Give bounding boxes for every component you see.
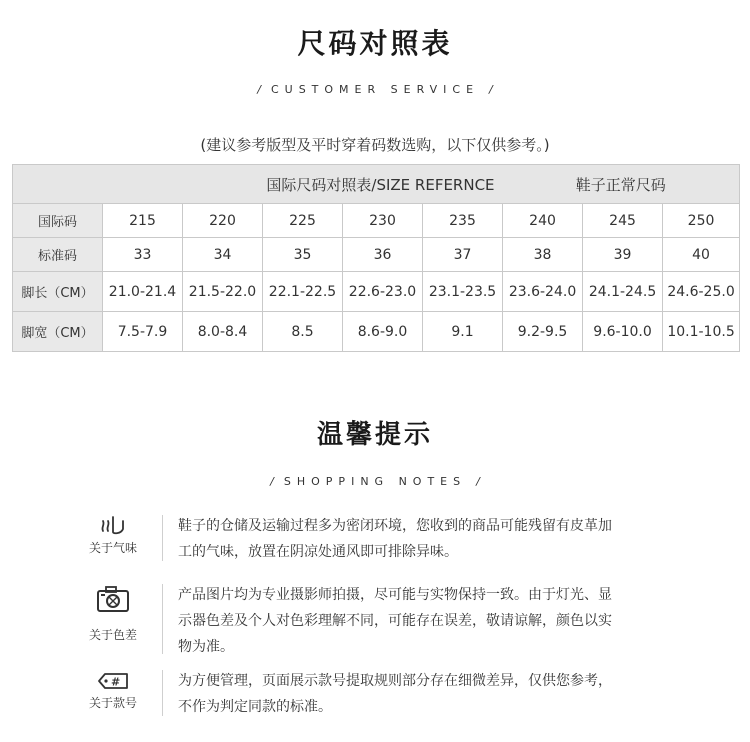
table-cell: 24.6-25.0 [663,272,740,312]
table-row [13,312,740,352]
table-cell: 40 [663,238,740,272]
camera-icon [82,584,144,618]
table-cell: 23.6-24.0 [503,272,583,312]
table-cell: 8.5 [263,312,343,352]
size-table-corner [13,165,103,204]
table-cell: 34 [183,238,263,272]
note-line: 产品图片均为专业摄影师拍摄，尽可能与实物保持一致。由于灯光、显 [178,587,612,603]
row-label: 脚长（CM） [13,272,103,312]
table-cell: 235 [423,204,503,238]
note-line: 示器色差及个人对色彩理解不同，可能存在误差，敬请谅解，颜色以实 [178,613,612,629]
row-label: 国际码 [13,204,103,238]
table-row [13,238,740,272]
note-color [82,582,682,655]
divider [162,670,163,716]
tag-hash: # [111,675,121,689]
size-chart-title: 尺码对照表 [297,27,453,60]
price-tag-icon [82,670,144,692]
note-label: 关于款号 [88,696,137,710]
table-cell: 9.1 [423,312,503,352]
table-cell: 37 [423,238,503,272]
note-text [178,668,682,720]
size-table-header-row [13,165,740,204]
size-table-intl-header: 国际尺码对照表/SIZE REFERNCE [103,165,503,204]
table-cell: 250 [663,204,740,238]
table-cell: 9.6-10.0 [583,312,663,352]
table-cell: 33 [103,238,183,272]
table-cell: 8.6-9.0 [343,312,423,352]
table-cell: 230 [343,204,423,238]
note-line: 不作为判定同款的标准。 [178,699,332,715]
table-cell: 240 [503,204,583,238]
note-line: 鞋子的仓储及运输过程多为密闭环境，您收到的商品可能残留有皮革加 [178,518,612,534]
table-row [13,204,740,238]
table-cell: 36 [343,238,423,272]
table-cell: 22.6-23.0 [343,272,423,312]
note-text [178,513,682,565]
note-line: 工的气味，放置在阴凉处通风即可排除异味。 [178,544,458,560]
note-label: 关于气味 [88,541,137,555]
table-cell: 39 [583,238,663,272]
notes-subtitle-text: SHOPPING NOTES [283,475,467,488]
table-cell: 24.1-24.5 [583,272,663,312]
notes-title: 温馨提示 [316,420,433,450]
table-cell: 21.5-22.0 [183,272,263,312]
row-label: 标准码 [13,238,103,272]
table-cell: 8.0-8.4 [183,312,263,352]
note-line: 为方便管理，页面展示款号提取规则部分存在细微差异，仅供您参考， [178,673,612,689]
size-chart-subtitle-text: CUSTOMER SERVICE [270,83,480,96]
note-text [178,582,682,660]
row-label: 脚宽（CM） [13,312,103,352]
note-line: 物为准。 [178,639,234,655]
size-table [12,164,740,352]
table-cell: 225 [263,204,343,238]
table-cell: 220 [183,204,263,238]
divider [162,515,163,561]
size-table-normal-header: 鞋子正常尺码 [503,165,740,204]
table-cell: 7.5-7.9 [103,312,183,352]
note-label: 关于色差 [88,628,137,642]
size-chart-tip: (建议参考版型及平时穿着码数选购，以下仅供参考。) [200,136,550,154]
table-cell: 21.0-21.4 [103,272,183,312]
note-style-number [82,670,682,740]
table-cell: 9.2-9.5 [503,312,583,352]
table-cell: 23.1-23.5 [423,272,503,312]
note-odor [82,513,682,583]
notes-subtitle: / SHOPPING NOTES / [270,475,480,488]
table-cell: 10.1-10.5 [663,312,740,352]
table-cell: 38 [503,238,583,272]
table-cell: 245 [583,204,663,238]
odor-icon [82,513,144,535]
table-cell: 22.1-22.5 [263,272,343,312]
divider [162,584,163,654]
table-cell: 35 [263,238,343,272]
table-cell: 215 [103,204,183,238]
table-row [13,272,740,312]
size-chart-subtitle: / CUSTOMER SERVICE / [257,83,493,96]
